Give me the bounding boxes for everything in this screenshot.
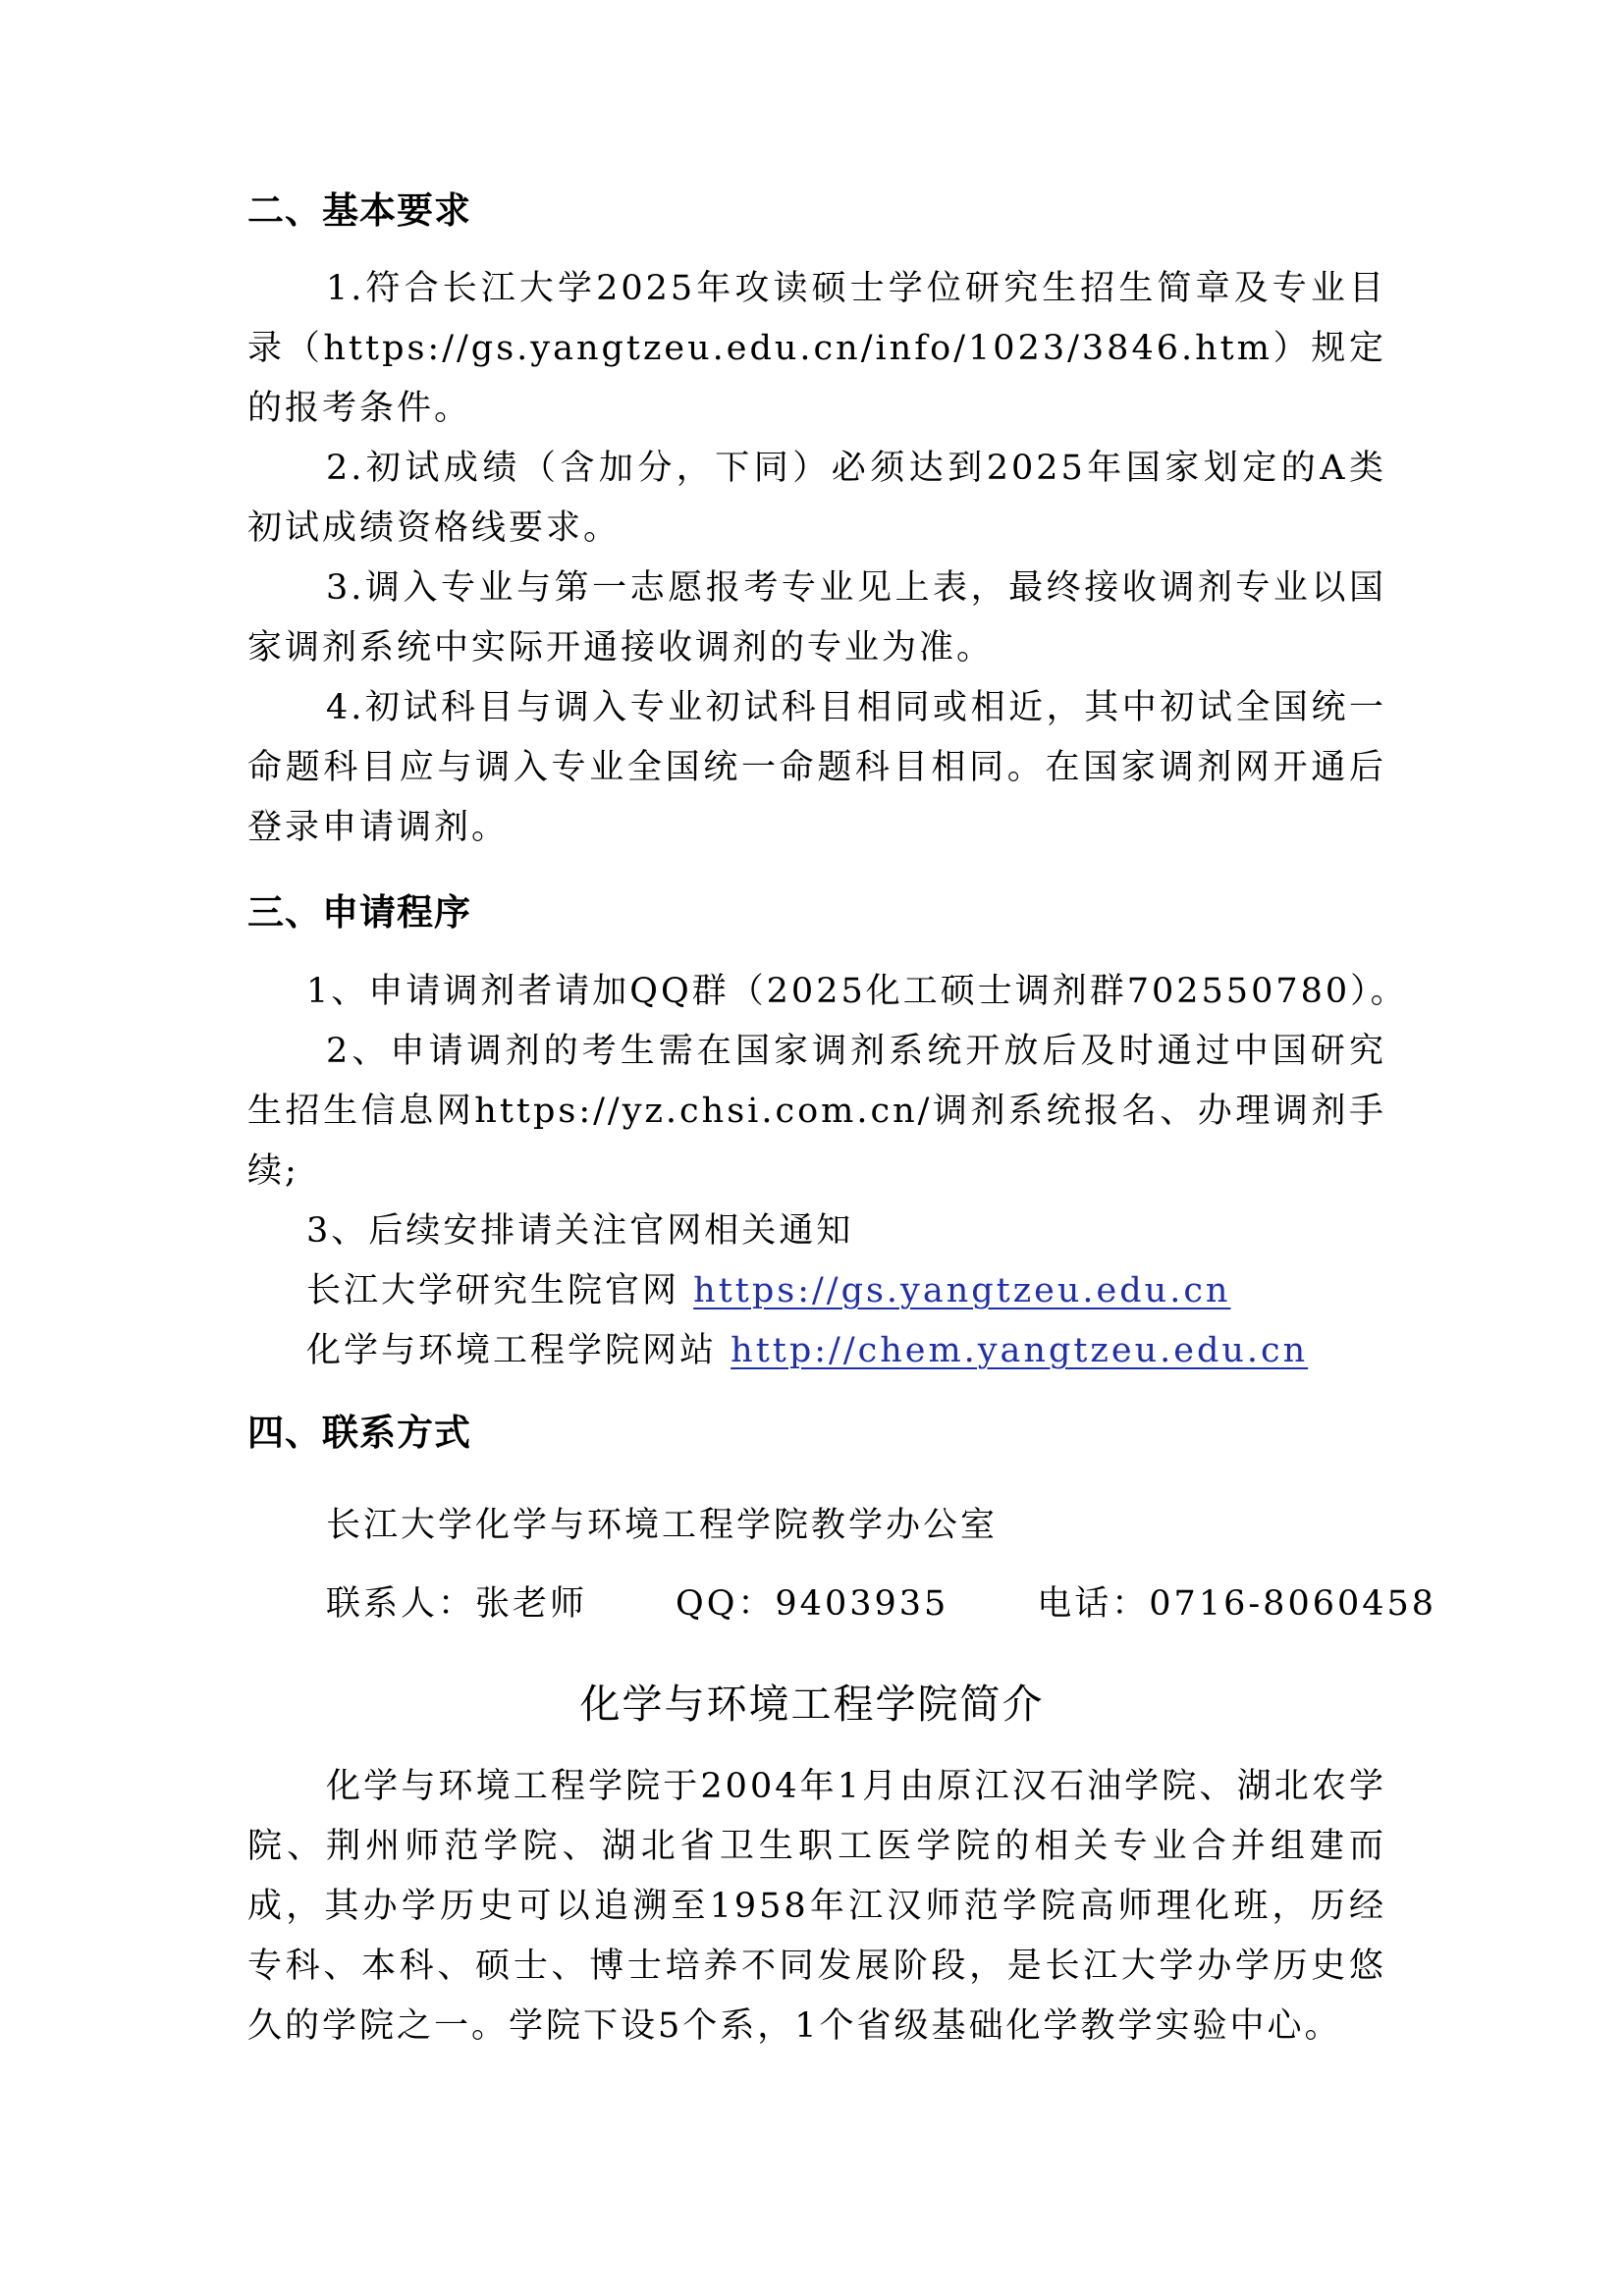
procedure-list xyxy=(247,962,1408,1381)
procedure-item-1: 1、申请调剂者请加QQ群（2025化工硕士调剂群702550780）。 xyxy=(306,972,1408,1011)
requirements-list xyxy=(247,259,1386,858)
college-website-line xyxy=(247,1321,1386,1381)
graduate-school-website-line xyxy=(247,1261,1386,1321)
college-intro-paragraph: 化学与环境工程学院于2004年1月由原江汉石油学院、湖北农学院、荆州师范学院、湖北省卫生职工医学院的相关专业合并组建而成，其办学历史可以追溯至1958年江汉师范学院高师理化班，历经专科、本科、硕士、博士培养不同发展阶段，是长江大学办学历史悠久的学院之一。学院下设5个系，1个省级基础化学教学实验中心。 xyxy=(247,1767,1386,2046)
college-intro-body xyxy=(247,1757,1386,2056)
requirement-item-3: 3.调入专业与第一志愿报考专业见上表，最终接收调剂专业以国家调剂系统中实际开通接收调剂的专业为准。 xyxy=(247,568,1386,667)
procedure-item-3: 3、后续安排请关注官网相关通知 xyxy=(306,1211,854,1251)
graduate-school-website-link[interactable]: https://gs.yangtzeu.edu.cn xyxy=(693,1271,1231,1310)
college-intro-title: 化学与环境工程学院简介 xyxy=(579,1681,1045,1728)
college-website-link[interactable]: http://chem.yangtzeu.edu.cn xyxy=(731,1331,1309,1370)
contact-phone: 电话：0716-8060458 xyxy=(1037,1584,1437,1624)
section-heading-basic-requirements: 二、基本要求 xyxy=(247,189,471,232)
requirement-item-4: 4.初试科目与调入专业初试科目相同或相近，其中初试全国统一命题科目应与调入专业全国统一命题科目相同。在国家调剂网开通后登录申请调剂。 xyxy=(247,688,1386,847)
contact-person: 联系人：张老师 xyxy=(326,1584,588,1624)
graduate-school-website-label: 长江大学研究生院官网 xyxy=(306,1271,680,1310)
contact-office: 长江大学化学与环境工程学院教学办公室 xyxy=(326,1506,999,1545)
section-heading-contact: 四、联系方式 xyxy=(247,1412,471,1454)
college-website-label: 化学与环境工程学院网站 xyxy=(306,1331,718,1370)
contact-details-line xyxy=(326,1575,1436,1634)
section-heading-application-procedure: 三、申请程序 xyxy=(247,891,471,934)
requirement-item-1: 1.符合长江大学2025年攻读硕士学位研究生招生简章及专业目录（https://gs.yangtzeu.edu.cn/info/1023/3846.htm）规定的报考条件。 xyxy=(247,269,1386,428)
procedure-item-2: 2、申请调剂的考生需在国家调剂系统开放后及时通过中国研究生招生信息网https://yz.chsi.com.cn/调剂系统报名、办理调剂手续; xyxy=(247,1032,1386,1191)
requirement-item-2: 2.初试成绩（含加分，下同）必须达到2025年国家划定的A类初试成绩资格线要求。 xyxy=(247,449,1386,548)
contact-qq: QQ：9403935 xyxy=(676,1584,949,1624)
